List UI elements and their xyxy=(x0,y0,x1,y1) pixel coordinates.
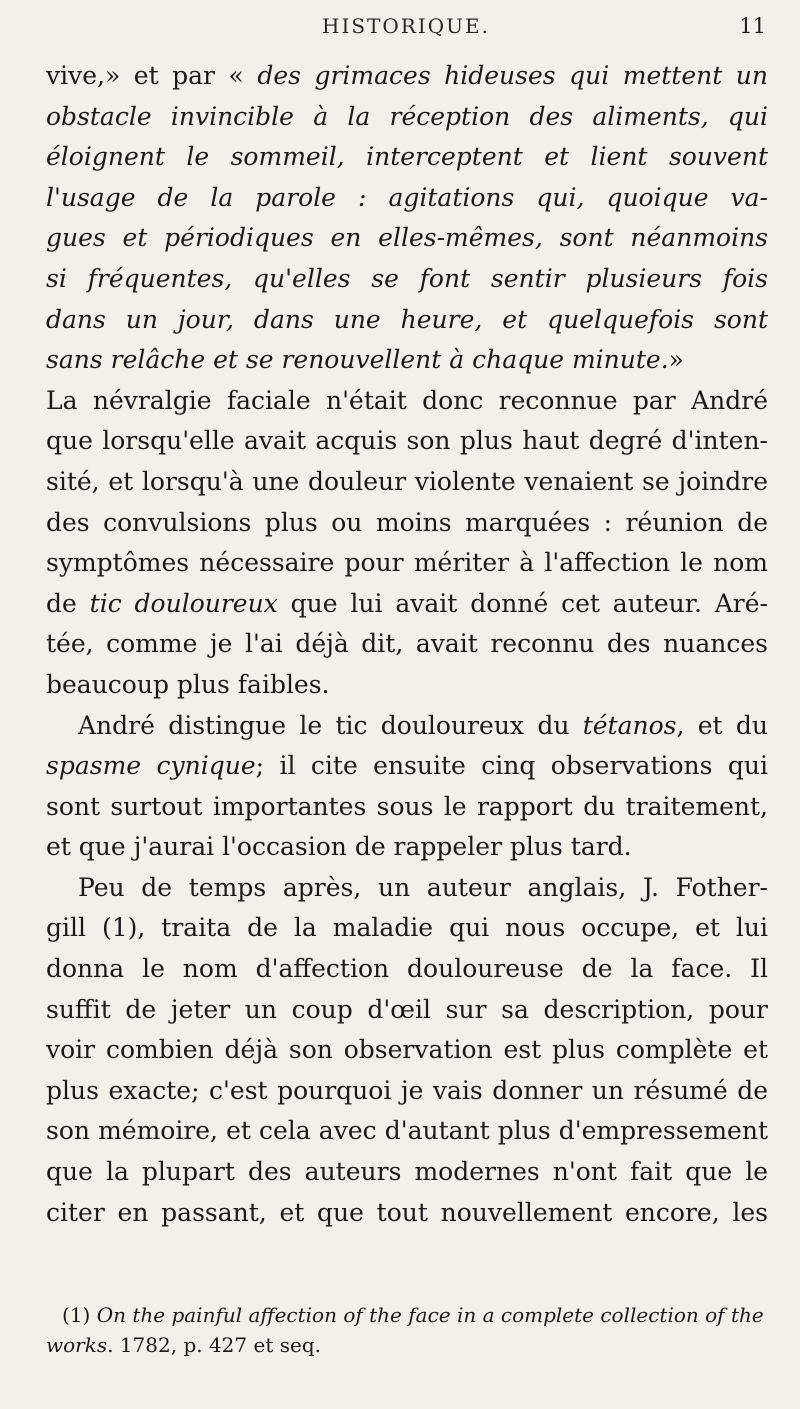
italic-text: des grimaces hideuses qui mettent un xyxy=(243,61,768,90)
text-segment: que lorsqu'elle avait acquis son plus haut degré d'inten- xyxy=(46,426,768,456)
text-line xyxy=(46,868,768,909)
text-line xyxy=(46,1152,768,1193)
text-line xyxy=(46,97,768,138)
text-line xyxy=(46,665,768,706)
text-line xyxy=(46,908,768,949)
text-line xyxy=(46,543,768,584)
text-line xyxy=(46,827,768,868)
text-line xyxy=(46,421,768,462)
text-segment: citer en passant, et que tout nouvellement encore, les xyxy=(46,1197,768,1227)
text-segment: beaucoup plus faibles. xyxy=(46,669,330,699)
italic-text: l'usage de la parole : agitations qui, quoique va- xyxy=(46,182,768,212)
text-segment: donna le nom d'affection douloureuse de la face. Il xyxy=(46,954,768,984)
text-segment: symptômes nécessaire pour mériter à l'affection le nom xyxy=(46,548,768,578)
text-line xyxy=(46,381,768,422)
text-segment: Peu de temps après, un auteur anglais, J. Fother- xyxy=(78,872,768,902)
text-line xyxy=(46,1111,768,1152)
text-segment: que lui avait donné cet auteur. Aré- xyxy=(277,588,768,618)
text-segment: La névralgie faciale n'était donc reconnue par André xyxy=(46,385,768,415)
text-line xyxy=(46,1030,768,1071)
italic-text: sans relâche et se renouvellent à chaque minute. xyxy=(46,345,669,375)
text-segment: et que j'aurai l'occasion de rappeler plus tard. xyxy=(46,832,632,862)
footnote-marker: (1) xyxy=(62,1303,91,1327)
text-segment: vive,» et par « xyxy=(46,61,244,90)
footnote-text: On the painful affection of the face in a complete collection of the xyxy=(96,1303,764,1327)
text-segment: suffit de jeter un coup d'œil sur sa description, pour xyxy=(46,994,768,1024)
text-line xyxy=(46,787,768,828)
text-line xyxy=(46,340,768,381)
text-segment: son mémoire, et cela avec d'autant plus d'empressement xyxy=(46,1116,768,1146)
text-segment: des convulsions plus ou moins marquées : réunion de xyxy=(46,507,768,537)
text-segment: de xyxy=(46,588,90,618)
text-line xyxy=(46,259,768,300)
text-line xyxy=(46,462,768,503)
text-line xyxy=(46,56,768,97)
footnote-text-works: works xyxy=(46,1333,108,1357)
text-line xyxy=(46,300,768,341)
text-line xyxy=(46,503,768,544)
text-line xyxy=(46,706,768,747)
running-title: HISTORIQUE. xyxy=(322,14,490,38)
body-text xyxy=(46,56,768,1233)
text-segment: sont surtout importantes sous le rapport du traitement, xyxy=(46,791,768,821)
text-segment: plus exacte; c'est pourquoi je vais donner un résumé de xyxy=(46,1075,768,1105)
italic-text: obstacle invincible à la réception des aliments, qui xyxy=(46,101,768,131)
italic-text: tétanos xyxy=(582,710,677,740)
text-line xyxy=(46,1193,768,1234)
text-line xyxy=(46,624,768,665)
italic-text: si fréquentes, qu'elles se font sentir plusieurs fois xyxy=(46,263,768,293)
text-segment: gill (1), traita de la maladie qui nous occupe, et lui xyxy=(46,913,768,943)
text-line xyxy=(46,178,768,219)
page-header xyxy=(46,14,766,44)
text-segment: , et du xyxy=(676,710,768,740)
text-line xyxy=(46,746,768,787)
text-line xyxy=(46,949,768,990)
page-number: 11 xyxy=(739,14,766,38)
italic-text: tic douloureux xyxy=(89,588,278,618)
italic-text: éloignent le sommeil, interceptent et lient souvent xyxy=(46,142,768,172)
text-segment: voir combien déjà son observation est plus complète et xyxy=(46,1035,768,1065)
text-segment: sité, et lorsqu'à une douleur violente venaient se joindre xyxy=(46,466,768,496)
text-segment: André distingue le tic douloureux du xyxy=(78,710,583,740)
text-line xyxy=(46,584,768,625)
italic-text: spasme cynique xyxy=(46,751,256,781)
text-segment: tée, comme je l'ai déjà dit, avait reconnu des nuances xyxy=(46,629,768,659)
text-segment: ; il cite ensuite cinq observations qui xyxy=(255,751,768,781)
footnote-text-reference: . 1782, p. 427 et seq. xyxy=(107,1333,321,1357)
footnote xyxy=(46,1300,768,1360)
text-segment: » xyxy=(668,345,684,375)
text-line xyxy=(46,137,768,178)
text-line xyxy=(46,1071,768,1112)
italic-text: dans un jour, dans une heure, et quelquefois sont xyxy=(46,304,768,334)
text-line xyxy=(46,218,768,259)
italic-text: gues et périodiques en elles-mêmes, sont néanmoins xyxy=(46,223,768,253)
text-segment: que la plupart des auteurs modernes n'ont fait que le xyxy=(46,1157,768,1187)
text-line xyxy=(46,990,768,1031)
